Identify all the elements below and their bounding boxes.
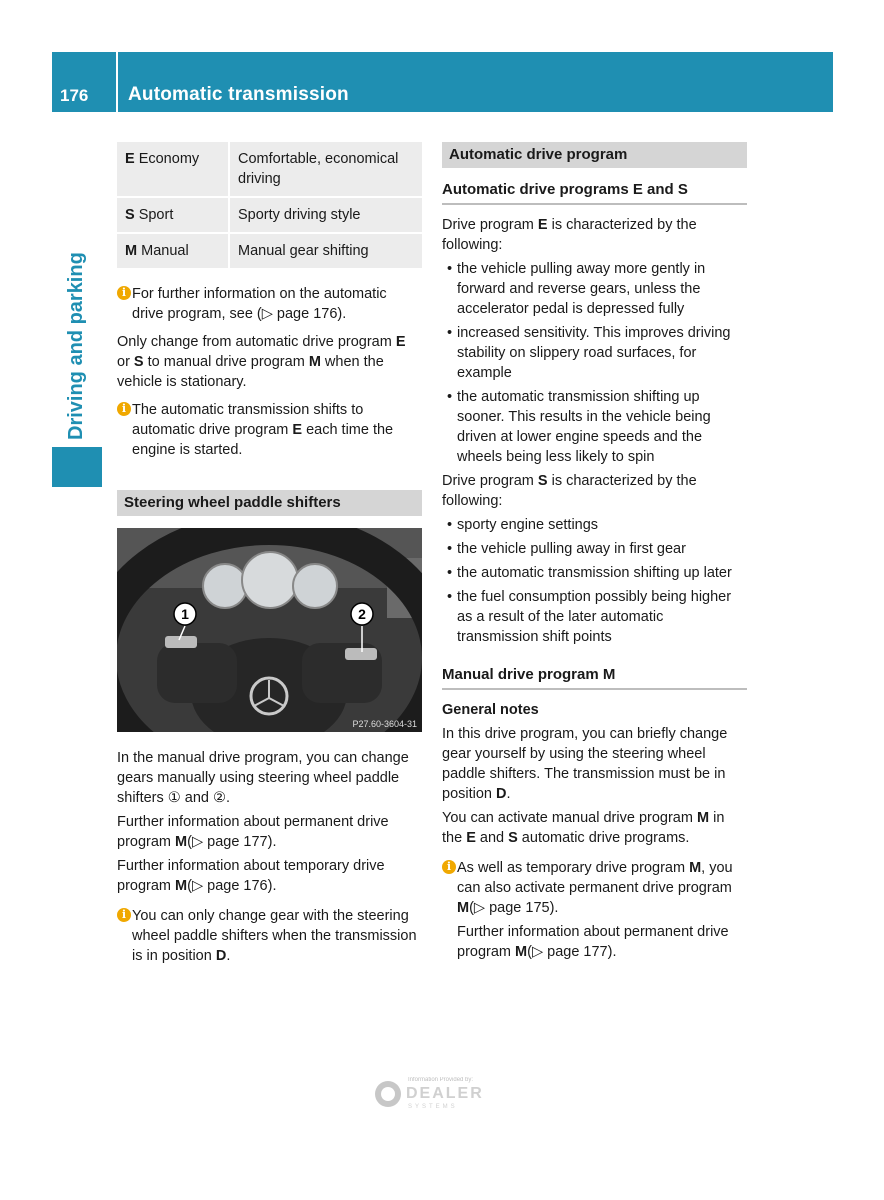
program-description: Manual gear shifting: [229, 233, 422, 269]
note-text: You can only change gear with the steering wheel paddle shifters when the transmission is in position D.: [132, 908, 417, 964]
page-title: Automatic transmission: [128, 84, 349, 105]
table-row: [117, 142, 422, 197]
subheading: Automatic drive programs E and S: [442, 180, 747, 205]
dealer-systems-logo: [372, 1072, 512, 1116]
info-icon: i: [117, 908, 131, 922]
minor-heading: General notes: [442, 702, 539, 718]
note-text: As well as temporary drive program M, you can also activate permanent drive program M(▷ page 175).: [457, 860, 733, 916]
list-item: • the vehicle pulling away more gently in forward and reverse gears, unless the accelerator pedal is depressed fully: [442, 259, 747, 319]
bullet-list: [442, 259, 747, 467]
program-name: Economy: [134, 151, 200, 167]
paragraph: Only change from automatic drive program E or S to manual drive program M when the vehicle is stationary.: [117, 334, 406, 390]
section-heading: Automatic drive program: [442, 142, 747, 168]
page-number: 176: [60, 86, 89, 105]
paragraph: You can activate manual drive program M in the E and S automatic drive programs.: [442, 810, 725, 846]
list-item: • the automatic transmission shifting up later: [442, 563, 747, 583]
info-icon: i: [442, 860, 456, 874]
callout-2: 2: [358, 606, 366, 622]
drive-program-table: [117, 142, 422, 270]
note-continuation: Further information about permanent drive program M(▷ page 177).: [457, 924, 729, 960]
info-icon: i: [117, 286, 131, 300]
info-icon: i: [117, 402, 131, 416]
paragraph: Further information about temporary drive program M(▷ page 176).: [117, 858, 385, 894]
list-item: • the vehicle pulling away in first gear: [442, 539, 747, 559]
info-note: [117, 400, 422, 460]
header-separator: [116, 52, 118, 112]
program-code: E: [125, 151, 135, 167]
paragraph: In this drive program, you can briefly change gear yourself by using the steering wheel paddle shifters. The transmission must be in position D.: [442, 726, 728, 802]
list-item: • the fuel consumption possibly being higher as a result of the later automatic transmission shift points: [442, 587, 747, 647]
info-note: [442, 858, 747, 918]
svg-text:DEALER: DEALER: [406, 1085, 484, 1102]
list-item: • sporty engine settings: [442, 515, 747, 535]
section-heading: Steering wheel paddle shifters: [117, 490, 422, 516]
photo-code: P27.60-3604-31: [352, 719, 417, 729]
left-column: [117, 142, 422, 974]
table-row: [117, 197, 422, 233]
note-text: For further information on the automatic drive program, see (▷ page 176).: [132, 286, 387, 322]
program-code: M: [125, 243, 138, 259]
info-note: [117, 906, 422, 966]
callout-1: 1: [181, 606, 189, 622]
program-code: S: [125, 207, 135, 223]
program-name: Sport: [134, 207, 174, 223]
paragraph: Drive program S is characterized by the following:: [442, 473, 697, 509]
svg-text:Information Provided by:: Information Provided by:: [408, 1077, 474, 1083]
paragraph: Drive program E is characterized by the following:: [442, 217, 697, 253]
chapter-label: Driving and parking: [65, 252, 87, 440]
bullet-list: [442, 515, 747, 647]
paragraph: Further information about permanent drive program M(▷ page 177).: [117, 814, 389, 850]
list-item: • the automatic transmission shifting up sooner. This results in the vehicle being driven at lower engine speeds and the wheels being less likely to spin: [442, 387, 747, 467]
note-text: The automatic transmission shifts to automatic drive program E each time the engine is started.: [132, 402, 394, 458]
chapter-tab: [52, 447, 102, 487]
svg-text:SYSTEMS: SYSTEMS: [408, 1104, 458, 1110]
table-row: [117, 233, 422, 269]
steering-wheel-photo: [117, 528, 422, 732]
list-item: • increased sensitivity. This improves driving stability on slippery road surfaces, for example: [442, 323, 747, 383]
paragraph: In the manual drive program, you can change gears manually using steering wheel paddle shifters ① and ②.: [117, 750, 409, 806]
program-description: Comfortable, economical driving: [229, 142, 422, 197]
program-name: Manual: [137, 243, 189, 259]
program-description: Sporty driving style: [229, 197, 422, 233]
right-column: [442, 142, 747, 966]
subheading: Manual drive program M: [442, 665, 747, 690]
info-note: [117, 284, 422, 324]
